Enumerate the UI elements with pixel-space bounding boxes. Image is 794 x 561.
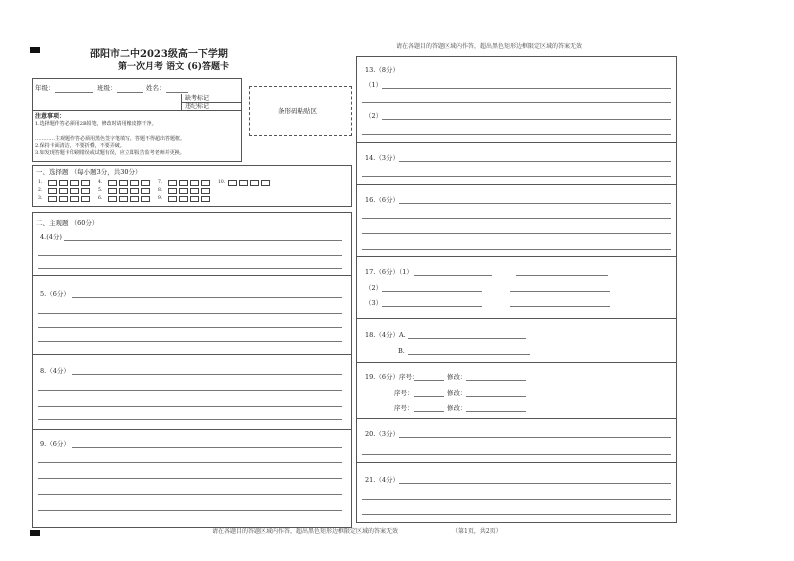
choice-bubble-b[interactable] [119,196,128,202]
choice-bubble-b[interactable] [179,180,188,186]
choice-bubble-b[interactable] [239,180,248,186]
choice-bubble-c[interactable] [250,180,259,186]
q4-label: 4.(4分) [40,233,62,241]
right-answer-column [356,56,677,523]
choice-bubble-d[interactable] [201,196,210,202]
choice-bubble-c[interactable] [130,180,139,186]
top-notice: 请在各题目的答题区域内作答，超出黑色矩形边框限定区域的答案无效 [396,43,583,50]
note-line-1: 1.选择题作答必须用2B铅笔，修改时请用橡皮擦干净。 [35,121,157,127]
choice-question-row [98,188,152,194]
choice-question-row [98,196,152,202]
choice-bubble-d[interactable] [81,196,90,202]
choice-bubble-c[interactable] [190,188,199,194]
subjective-section-title: 二、主观题 （60分） [36,219,99,227]
choice-bubble-d[interactable] [201,188,210,194]
q14-label: 14.（3分） [365,154,399,162]
choice-bubble-d[interactable] [261,180,270,186]
q19-fix-2: 修改： [447,389,467,397]
bottom-notice: 请在各题目的答题区域内作答，超出黑色矩形边框限定区域的答案无效 [212,528,399,535]
choice-bubble-b[interactable] [59,188,68,194]
violation-mark-label: 违纪标记 [185,103,210,110]
choice-question-number: 7. [158,179,163,185]
q17-part2: （2） [365,284,383,292]
choice-bubble-c[interactable] [130,196,139,202]
page-info: （第1页，共2页） [452,528,502,535]
choice-bubble-b[interactable] [179,196,188,202]
choice-bubble-a[interactable] [48,196,57,202]
note-line-3: 2.保持卡面清洁，不要折叠，不要弄破。 [35,143,125,149]
q19-fix-3: 修改： [447,404,467,412]
choice-bubble-c[interactable] [70,180,79,186]
page-subtitle: 第一次月考 语文 (6)答题卡 [118,62,230,72]
choice-question-row [158,180,212,186]
choice-bubble-b[interactable] [119,180,128,186]
class-label: 班级： [97,84,117,92]
barcode-label: 条形码粘贴区 [278,107,317,115]
choice-question-row [218,180,272,186]
choice-question-number: 9. [158,195,163,201]
corner-marker-bottom-left [30,530,40,536]
q19-label: 19.（6分）序号： [365,373,419,381]
choice-bubble-a[interactable] [108,196,117,202]
choice-bubble-d[interactable] [81,180,90,186]
q13-label: 13.（8分） [365,66,399,74]
q18-option-b: B. [398,347,405,355]
grade-label: 年级： [35,84,55,92]
choice-bubble-a[interactable] [48,180,57,186]
q8-label: 8.（4分） [40,367,70,375]
choice-question-number: 8. [158,187,163,193]
q17-part3: （3） [365,299,383,307]
choice-bubble-b[interactable] [59,196,68,202]
choice-bubble-a[interactable] [108,188,117,194]
q19-fix-1: 修改： [447,373,467,381]
choice-question-number: 2. [38,187,43,193]
page-title: 邵阳市二中2023级高一下学期 [90,49,228,60]
choice-question-row [38,196,92,202]
choice-bubble-b[interactable] [59,180,68,186]
q13-part1: （1） [365,81,383,89]
note-line-2: …………主观题作答必须用黑色签字笔填写，答题不得超出答题框。 [35,136,186,142]
choice-bubble-c[interactable] [130,188,139,194]
choice-question-row [38,188,92,194]
choice-bubble-d[interactable] [141,180,150,186]
q17-label: 17.（6分）（1） [365,268,413,276]
choice-bubble-d[interactable] [81,188,90,194]
choice-question-number: 10. [218,179,226,185]
choice-section-title: 一、选择题 （每小题3分，共30分） [36,168,142,176]
choice-bubble-a[interactable] [228,180,237,186]
choice-bubble-a[interactable] [48,188,57,194]
q20-label: 20.（3分） [365,430,399,438]
q5-label: 5.（6分） [40,290,70,298]
q13-part2: （2） [365,112,383,120]
choice-question-row [38,180,92,186]
choice-bubble-a[interactable] [168,180,177,186]
choice-bubble-a[interactable] [108,180,117,186]
q19-seq-2: 序号： [394,389,414,397]
choice-bubble-b[interactable] [179,188,188,194]
q9-label: 9.（6分） [40,440,70,448]
choice-bubble-c[interactable] [190,180,199,186]
choice-bubble-c[interactable] [70,188,79,194]
choice-question-row [158,188,212,194]
choice-question-row [98,180,152,186]
choice-bubble-a[interactable] [168,188,177,194]
choice-bubble-b[interactable] [119,188,128,194]
q18-label: 18.（4分）A. [365,331,406,339]
name-label: 姓名： [146,84,166,92]
q21-label: 21.（4分） [365,476,399,484]
choice-question-number: 6. [98,195,103,201]
q16-label: 16.（6分） [365,196,399,204]
subjective-section [32,212,352,528]
corner-marker-top-left [30,47,40,53]
choice-bubble-d[interactable] [141,188,150,194]
q19-seq-3: 序号： [394,404,414,412]
note-line-4: 3.如发现答题卡印刷错误或试题有误，应立即报告监考老师并更换。 [35,150,185,156]
choice-question-number: 1. [38,179,43,185]
notes-title: 注意事项： [35,113,66,120]
choice-bubble-a[interactable] [168,196,177,202]
choice-bubble-c[interactable] [70,196,79,202]
choice-bubble-d[interactable] [141,196,150,202]
choice-bubble-c[interactable] [190,196,199,202]
choice-question-number: 4. [98,179,103,185]
choice-question-row [158,196,212,202]
choice-bubble-d[interactable] [201,180,210,186]
choice-question-number: 3. [38,195,43,201]
absent-mark-label: 缺考标记 [185,95,210,102]
choice-question-number: 5. [98,187,103,193]
